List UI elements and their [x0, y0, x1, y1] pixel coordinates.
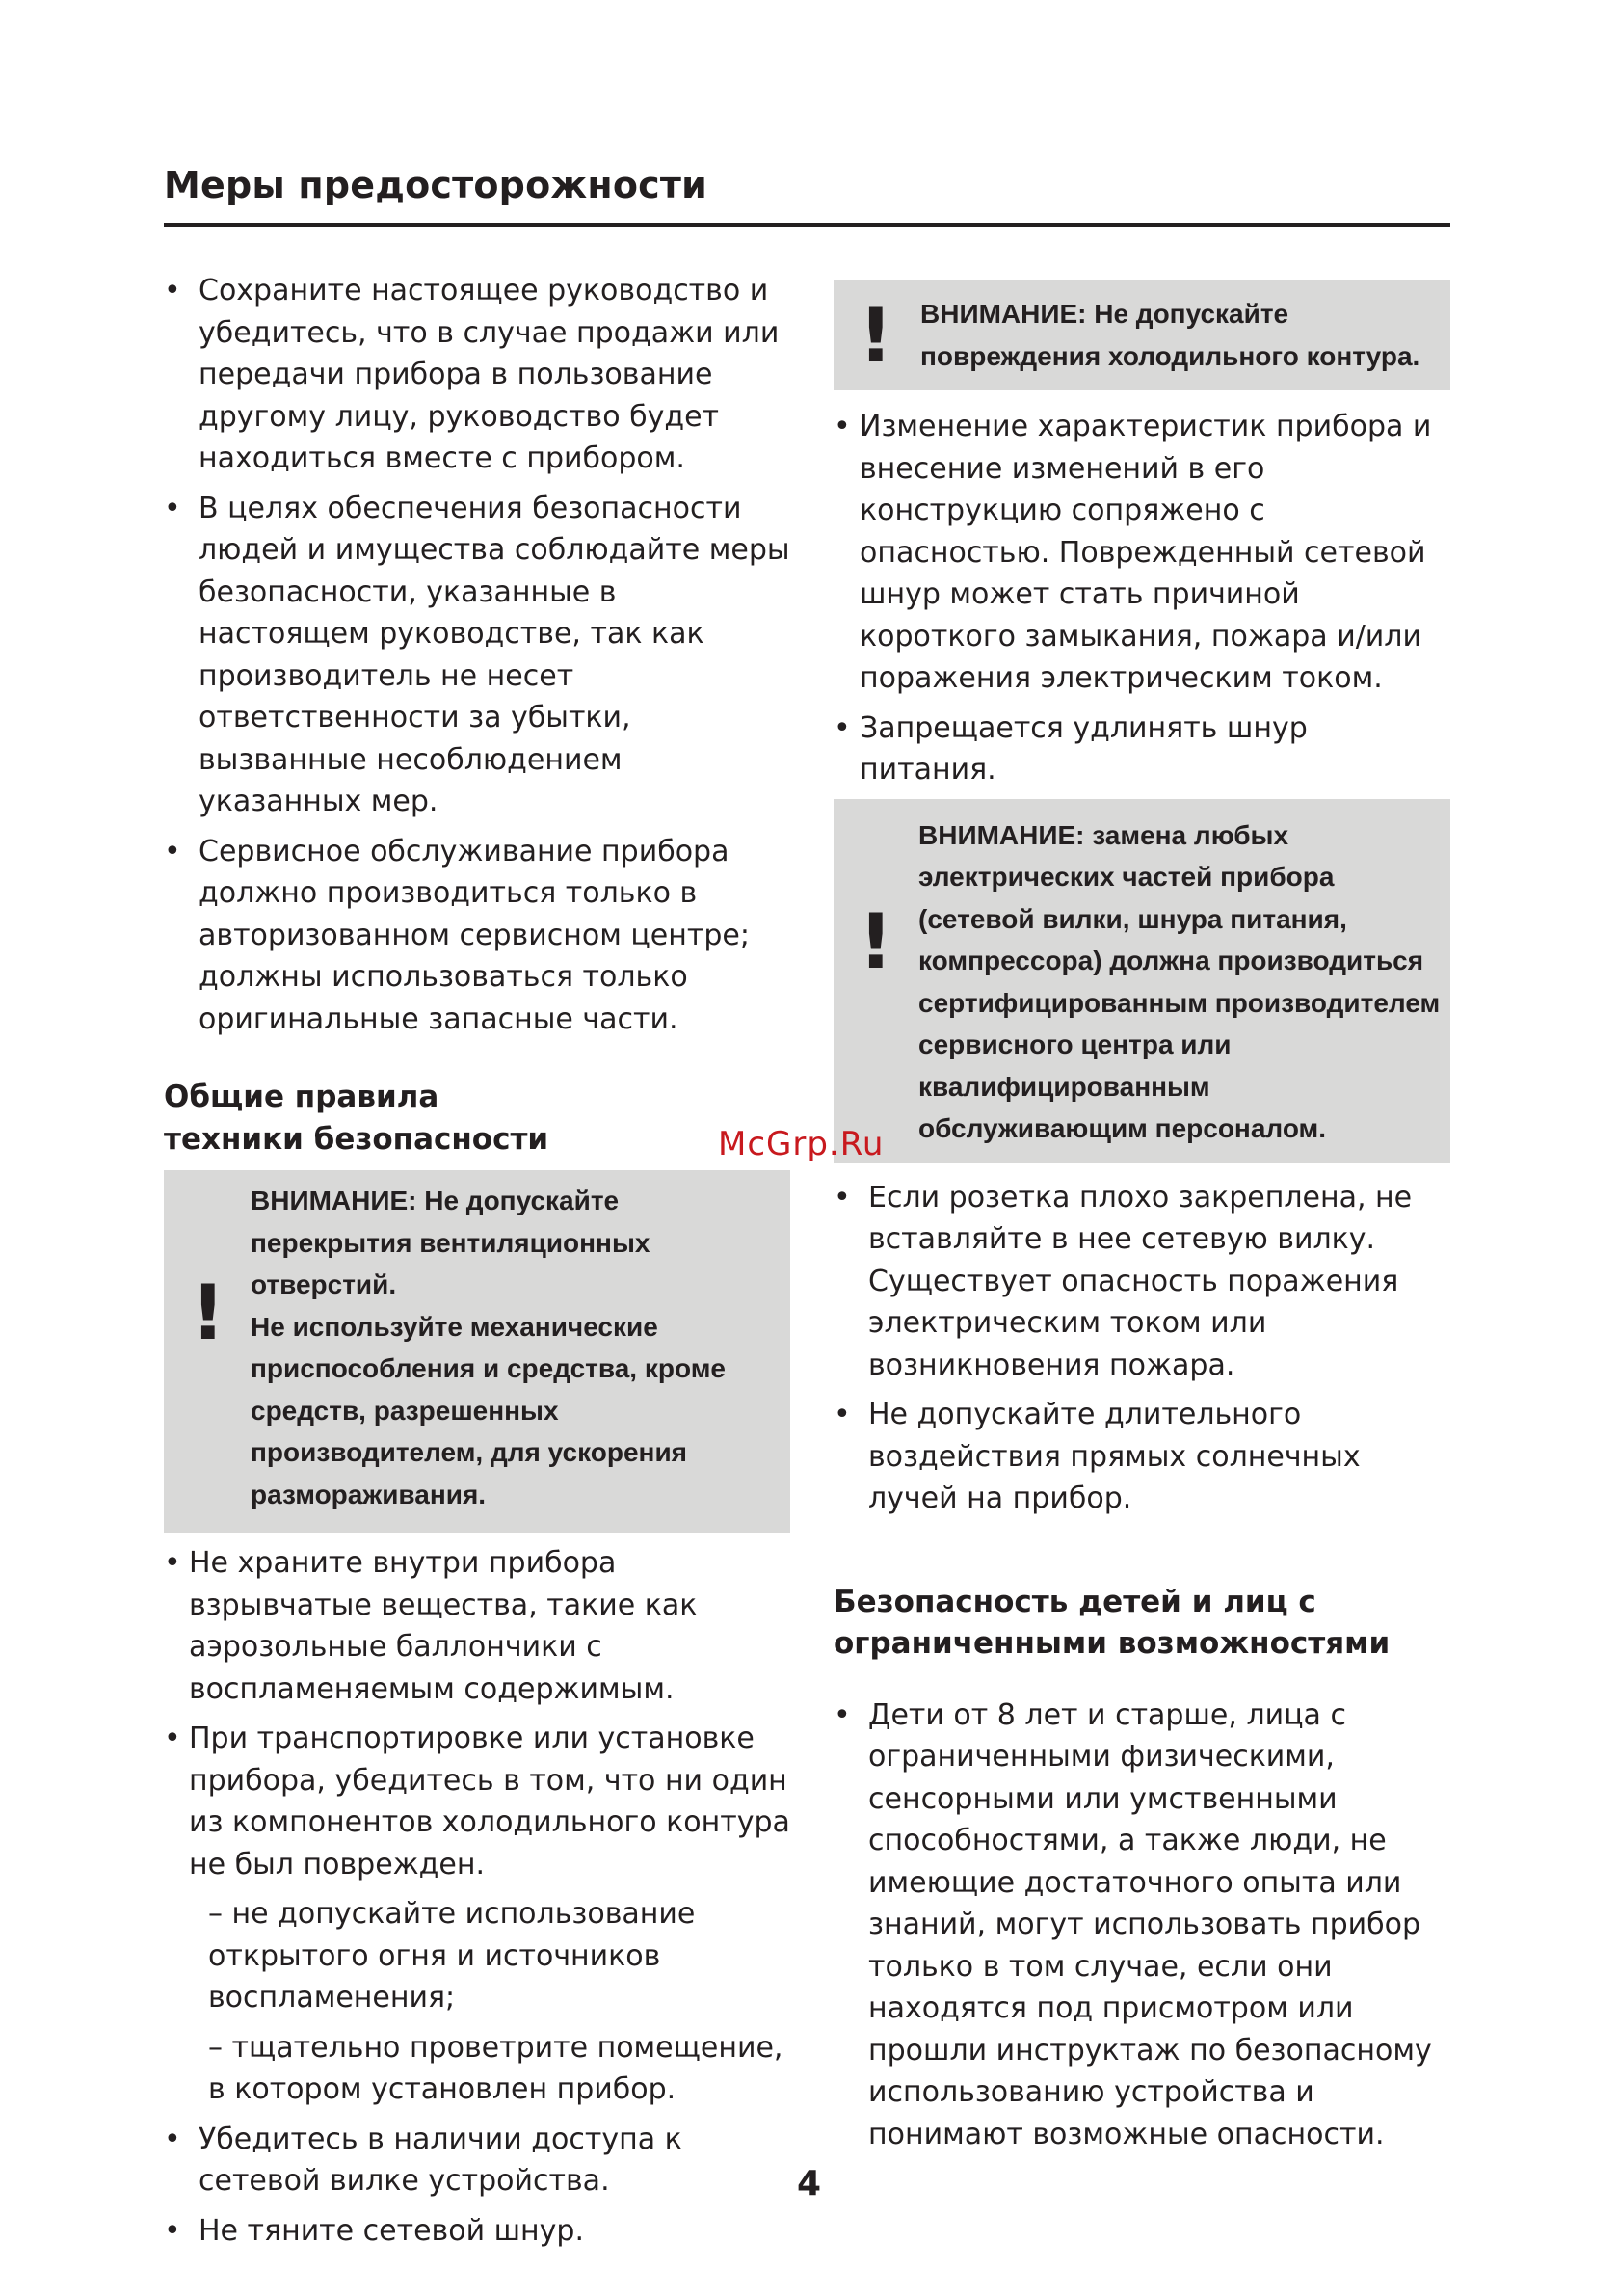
section-heading-children-safety: Безопасность детей и лиц с ограниченными возможностями	[834, 1584, 1391, 1661]
list-item: • Не допускайте длительного воздействия прямых солнечных лучей на прибор.	[834, 1394, 1450, 1520]
list-item: • Сохраните настоящее руководство и убедитесь, что в случае продажи или передачи прибора в пользование другому лицу, руководство будет находиться вместе с прибором.	[164, 270, 790, 480]
safety-list	[164, 1542, 790, 1885]
list-item: • Не храните внутри прибора взрывчатые вещества, такие как аэрозольные баллончики с воспламеняемым содержимым.	[164, 1542, 790, 1710]
socket-list	[834, 1177, 1450, 1520]
intro-list	[164, 270, 790, 1040]
design-change-list	[834, 406, 1450, 791]
dash-item: – не допускайте использование открытого огня и источников воспламенения;	[208, 1897, 696, 2015]
title-rule	[164, 223, 1450, 227]
watermark: McGrp.Ru	[718, 1125, 885, 1163]
warning-box-ventilation	[164, 1170, 790, 1533]
section-heading-general-safety: Общие правила техники безопасности	[164, 1080, 549, 1157]
list-item: • Изменение характеристик прибора и внесение изменений в его конструкцию сопряжено с опасностью. Поврежденный сетевой шнур может стать причиной короткого замыкания, пожара и/или поражения электрическим током.	[834, 406, 1450, 700]
children-list	[834, 1695, 1450, 2156]
left-column	[164, 270, 790, 2259]
warning-box-electrical-parts	[834, 799, 1450, 1163]
exclamation-icon: !	[859, 898, 893, 986]
exclamation-icon: !	[859, 293, 893, 380]
warning-text: ВНИМАНИЕ: Не допускайте повреждения холодильного контура.	[920, 299, 1420, 371]
right-column	[834, 280, 1450, 2163]
list-item: • Дети от 8 лет и старше, лица с ограниченными физическими, сенсорными или умственными способностями, а также люди, не имеющие достаточного опыта или знаний, могут использовать прибор только в том случае, если они находятся под присмотром или прошли инструктаж по безопасному использованию устройства и понимают возможные опасности.	[834, 1695, 1450, 2156]
list-item: • Сервисное обслуживание прибора должно производиться только в авторизованном сервисном центре; должны использоваться только оригинальные запасные части.	[164, 831, 790, 1041]
list-item: • В целях обеспечения безопасности людей и имущества соблюдайте меры безопасности, указанные в настоящем руководстве, так как производитель не несет ответственности за убытки, вызванные несоблюдением указанных мер.	[164, 488, 790, 823]
list-item: • При транспортировке или установке прибора, убедитесь в том, что ни один из компонентов холодильного контура не был поврежден.	[164, 1718, 790, 1885]
exclamation-icon: !	[191, 1270, 225, 1357]
dash-item: – тщательно проветрите помещение, в котором установлен прибор.	[208, 2030, 783, 2106]
list-item: • Убедитесь в наличии доступа к сетевой вилке устройства.	[164, 2119, 790, 2203]
list-item: • Не тяните сетевой шнур.	[164, 2210, 790, 2253]
warning-text: ВНИМАНИЕ: Не допускайте перекрытия вентиляционных отверстий.	[251, 1186, 650, 1299]
list-item: • Запрещается удлинять шнур питания.	[834, 707, 1450, 791]
list-item: • Если розетка плохо закреплена, не вставляйте в нее сетевую вилку. Существует опасность поражения электрическим током или возникновения пожара.	[834, 1177, 1450, 1387]
warning-box-cooling-circuit	[834, 280, 1450, 390]
page-number: 4	[796, 2164, 822, 2203]
warning-text: ВНИМАНИЕ: замена любых электрических частей прибора (сетевой вилки, шнура питания, компрессора) должна производиться сертифицированным производителем сервисного центра или квалифицированным обслуживающим персоналом.	[918, 819, 1441, 1143]
page-title: Меры предосторожности	[164, 164, 707, 206]
warning-text: Не используйте механические приспособления и средства, кроме средств, разрешенных производителем, для ускорения размораживания.	[251, 1311, 726, 1509]
